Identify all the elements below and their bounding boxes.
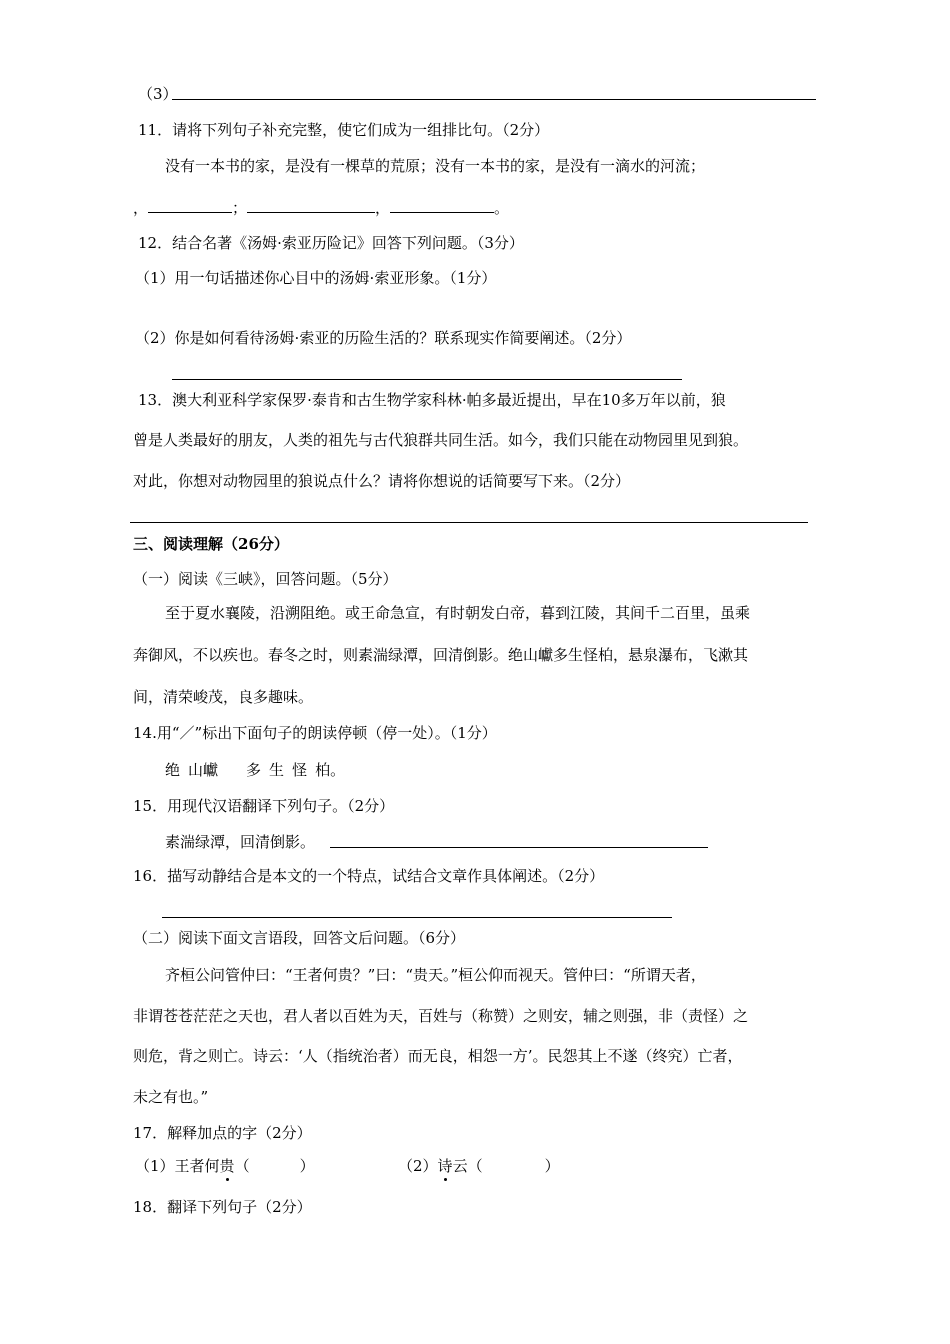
q11-blank-3[interactable] bbox=[390, 198, 494, 213]
q13-prompt-line-2: 曾是人类最好的朋友，人类的祖先与古代狼群共同生活。如今，我们只能在动物园里见到狼。 bbox=[133, 431, 749, 449]
q11-fill-row bbox=[133, 198, 509, 218]
passage-1-line-1: 至于夏水襄陵，沿溯阻绝。或王命急宣，有时朝发白帝，暮到江陵，其间千二百里，虽乘 bbox=[165, 604, 751, 622]
section-3-heading: 三、阅读理解（26分） bbox=[133, 535, 289, 553]
q17-item-2-text: （2） bbox=[398, 1157, 438, 1175]
q14-word-2: 山巘 bbox=[188, 761, 219, 779]
q17-item-1-open: （ bbox=[234, 1157, 250, 1175]
q18-prompt: 18．翻译下列句子（2分） bbox=[133, 1198, 312, 1216]
q14-prompt: 14.用“／”标出下面句子的朗读停顿（停一处）。（1分） bbox=[133, 724, 497, 742]
q11-prompt: 11．请将下列句子补充完整，使它们成为一组排比句。（2分） bbox=[138, 121, 550, 139]
q11-comma-2: ， bbox=[375, 199, 391, 217]
q12-item-2: （2）你是如何看待汤姆·索亚的历险生活的？联系现实作简要阐述。（2分） bbox=[135, 329, 632, 347]
q14-word-4: 生 bbox=[269, 761, 285, 779]
q12-item-1: （1）用一句话描述你心目中的汤姆·索亚形象。（1分） bbox=[135, 269, 497, 287]
q11-given-sentence: 没有一本书的家，是没有一棵草的荒原；没有一本书的家，是没有一滴水的河流； bbox=[165, 157, 706, 175]
q17-item-1-close: ） bbox=[299, 1157, 315, 1175]
q16-prompt: 16．描写动静结合是本文的一个特点，试结合文章作具体阐述。（2分） bbox=[133, 867, 605, 885]
q17-dotted-char-1: 贵 bbox=[219, 1157, 235, 1175]
q17-prompt: 17．解释加点的字（2分） bbox=[133, 1124, 312, 1142]
passage-1-title: （一）阅读《三峡》，回答问题。（5分） bbox=[133, 570, 398, 588]
q12-prompt: 12．结合名著《汤姆·索亚历险记》回答下列问题。（3分） bbox=[138, 234, 524, 252]
q10-item-3-label: （3） bbox=[138, 85, 178, 103]
q14-word-1: 绝 bbox=[165, 761, 181, 779]
q13-prompt-line-3: 对此，你想对动物园里的狼说点什么？请将你想说的话简要写下来。（2分） bbox=[133, 472, 631, 490]
q17-dotted-char-2: 诗 bbox=[437, 1157, 453, 1175]
q11-period: 。 bbox=[494, 199, 510, 217]
q15-answer-line[interactable] bbox=[330, 847, 708, 848]
q17-item-1 bbox=[135, 1156, 315, 1176]
q14-sentence bbox=[165, 760, 345, 780]
passage-2-line-1: 齐桓公问管仲曰：“王者何贵？”曰：“贵天。”桓公仰而视天。管仲曰：“所谓天者， bbox=[165, 966, 706, 984]
q15-sentence: 素湍绿潭，回清倒影。 bbox=[165, 833, 316, 851]
q12-answer-line[interactable] bbox=[172, 379, 682, 380]
passage-2-line-4: 未之有也。” bbox=[133, 1088, 209, 1106]
q17-item-2 bbox=[398, 1156, 560, 1176]
q14-word-6: 柏。 bbox=[315, 761, 346, 779]
q17-item-2-close: ） bbox=[544, 1157, 560, 1175]
q10-item-3 bbox=[138, 84, 178, 104]
passage-2-line-2: 非谓苍苍茫茫之天也，君人者以百姓为天，百姓与（称赞）之则安，辅之则强，非（责怪）之 bbox=[133, 1007, 749, 1025]
q17-item-2-open: 云（ bbox=[452, 1157, 483, 1175]
q10-answer-line[interactable] bbox=[172, 99, 816, 100]
q11-comma-1: ， bbox=[133, 199, 149, 217]
q11-blank-1[interactable] bbox=[148, 198, 232, 213]
q17-item-1-text: （1）王者何 bbox=[135, 1157, 220, 1175]
passage-1-line-3: 间，清荣峻茂，良多趣味。 bbox=[133, 688, 314, 706]
passage-2-title: （二）阅读下面文言语段，回答文后问题。（6分） bbox=[133, 929, 466, 947]
q16-answer-line[interactable] bbox=[162, 917, 672, 918]
q14-word-3: 多 bbox=[246, 761, 262, 779]
q11-semicolon: ； bbox=[232, 199, 248, 217]
q14-word-5: 怪 bbox=[292, 761, 308, 779]
passage-1-line-2: 奔御风，不以疾也。春冬之时，则素湍绿潭，回清倒影。绝山巘多生怪柏，悬泉瀑布，飞漱其 bbox=[133, 646, 749, 664]
q13-prompt-line-1: 13．澳大利亚科学家保罗·泰肯和古生物学家科林·帕多最近提出，早在10多万年以前，狼 bbox=[138, 391, 726, 409]
passage-2-line-3: 则危，背之则亡。诗云：‘人（指统治者）而无良，相怨一方’。民怨其上不遂（终究）亡者， bbox=[133, 1047, 743, 1065]
q11-blank-2[interactable] bbox=[247, 198, 375, 213]
q13-answer-line[interactable] bbox=[130, 522, 808, 523]
q15-prompt: 15．用现代汉语翻译下列句子。（2分） bbox=[133, 797, 395, 815]
